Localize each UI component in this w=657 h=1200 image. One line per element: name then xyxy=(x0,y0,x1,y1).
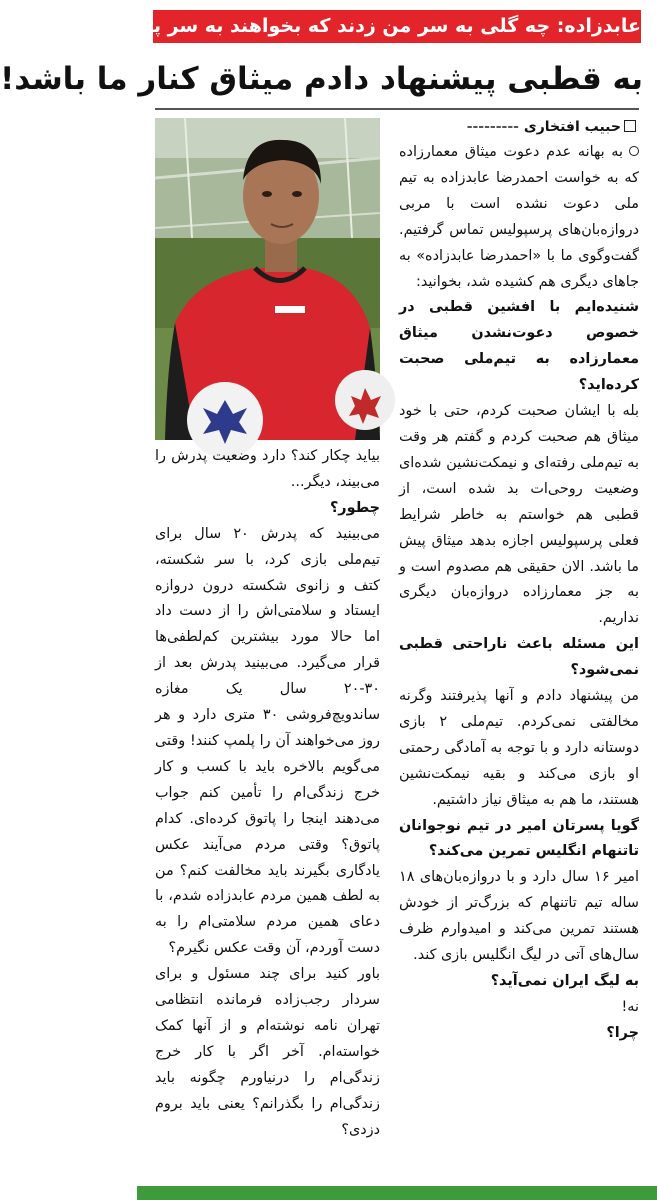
paragraph-text: گویا پسرتان امیر در تیم نوجوانان تاتنهام انگلیس تمرین می‌کند؟ xyxy=(399,817,639,860)
interview-answer xyxy=(399,399,639,632)
kicker-banner: عابدزاده: چه گلی به سر من زدند که بخواهند به سر پسرم بزنند xyxy=(153,10,641,43)
paragraph-text: شنیده‌ایم با افشین قطبی در خصوص دعوت‌نشدن میثاق معمارزاده به تیم‌ملی صحبت کرده‌اید؟ xyxy=(399,299,639,394)
interview-question xyxy=(399,1021,639,1047)
paragraph-text: بله با ایشان صحبت کردم، حتی با خود میثاق هم صحبت کردم و گفتم هر وقت به تیم‌ملی رفته‌ای و نیمکت‌نشین شده‌ای وضعیت روحی‌ات بد شده است، از قطبی هم خواستم به خاطر شرایط فعلی پرسپولیس اجازه بدهد میثاق پیش ما باشد. الان حقیقی هم مصدوم است و به جز معمارزاده دروازه‌بان دیگری نداریم. xyxy=(399,403,639,627)
portrait-photo xyxy=(155,118,380,440)
author-name: حبیب افتخاری xyxy=(523,119,621,135)
headline-rule xyxy=(155,108,639,110)
interview-question xyxy=(155,496,380,522)
interview-answer xyxy=(155,444,380,496)
portrait-illustration xyxy=(155,118,380,440)
paragraph-text: نه! xyxy=(621,998,639,1015)
interview-question xyxy=(399,295,639,399)
paragraph-text: باور کنید برای چند مسئول و برای سردار رجب‌زاده فرمانده انتظامی تهران نامه نوشته‌ام و از آنها کمک خواسته‌ام. آخر اگر با کار خرج زندگی‌ام را درنیاورم چگونه باید زندگی‌ام را بگذرانم؟ یعنی باید بروم دزدی؟ xyxy=(155,966,380,1138)
paragraph-text: به بهانه عدم دعوت میثاق معمارزاده که به خواست احمدرضا عابدزاده به تیم ملی دعوت نشده است با مربی دروازه‌بان‌های پرسپولیس تماس گرفتیم. گفت‌وگوی ما با «احمدرضا عابدزاده» به جاهای دیگری هم کشیده شد، بخوانید: xyxy=(399,144,639,290)
interview-answer xyxy=(155,962,380,1143)
paragraph-text: من پیشنهاد دادم و آنها پذیرفتند وگرنه مخالفتی نمی‌کردم. تیم‌ملی ۲ بازی دوستانه دارد و با توجه به آمادگی رحمتی او بازی می‌کند و بقیه نیمکت‌نشین هستند، ما هم به میثاق نیاز داشتیم. xyxy=(399,688,639,808)
article-left-column xyxy=(155,444,380,1184)
circle-bullet-icon xyxy=(629,146,639,156)
paragraph-text: می‌بینید که پدرش ۲۰ سال برای تیم‌ملی بازی کرد، با سر شکسته، کتف و زانوی شکسته درون دروازه ایستاد و سلامتی‌اش را از دست داد اما حالا مورد بیشترین کم‌لطفی‌ها قرار می‌گیرد. می‌بینید پدرش بعد از ۳۰-۲۰ سال یک مغازه ساندویچ‌فروشی ۳۰ متری دارد و هر روز می‌خواهند آن را پلمپ کنند! وقتی می‌گویم بالاخره باید با کسب و کار خرج زندگی‌ام را تأمین کنم جواب می‌دهند اینجا را پاتوق کرده‌ای. کدام پاتوق؟ وقتی مردم می‌آیند عکس یادگاری بگیرند باید مخالفت کنم؟ من به لطف همین مردم عابدزاده شدم، با دعای همین مردم سلامتی‌ام را به دست آوردم، آن وقت عکس نگیرم؟ xyxy=(155,525,381,957)
intro-paragraph xyxy=(399,140,639,295)
paragraph-text: به لیگ ایران نمی‌آید؟ xyxy=(490,973,639,989)
byline-dashes: --------- xyxy=(466,119,519,135)
paragraph-text: این مسئله باعث ناراحتی قطبی نمی‌شود؟ xyxy=(399,636,639,679)
interview-answer xyxy=(399,865,639,969)
checkbox-icon xyxy=(624,120,636,132)
interview-question xyxy=(399,814,639,866)
interview-answer xyxy=(155,522,380,962)
footer-strip xyxy=(137,1186,657,1200)
byline xyxy=(399,116,639,138)
interview-answer xyxy=(399,684,639,814)
interview-answer xyxy=(399,995,639,1021)
interview-question xyxy=(399,632,639,684)
paragraph-text: چطور؟ xyxy=(329,499,380,516)
interview-question xyxy=(399,969,639,995)
paragraph-text: امیر ۱۶ سال دارد و با دروازه‌بان‌های ۱۸ ساله تیم تاتنهام که بزرگ‌تر از خودش هستند تمرین می‌کند و امیدوارم ظرف سال‌های آتی در لیگ انگلیس بازی کند. xyxy=(399,869,639,964)
article-right-column xyxy=(399,140,639,1185)
paragraph-text: بیاید چکار کند؟ دارد وضعیت پدرش را می‌بیند، دیگر... xyxy=(155,448,380,490)
headline: به قطبی پیشنهاد دادم میثاق کنار ما باشد! xyxy=(0,61,643,97)
paragraph-text: چرا؟ xyxy=(606,1024,639,1041)
